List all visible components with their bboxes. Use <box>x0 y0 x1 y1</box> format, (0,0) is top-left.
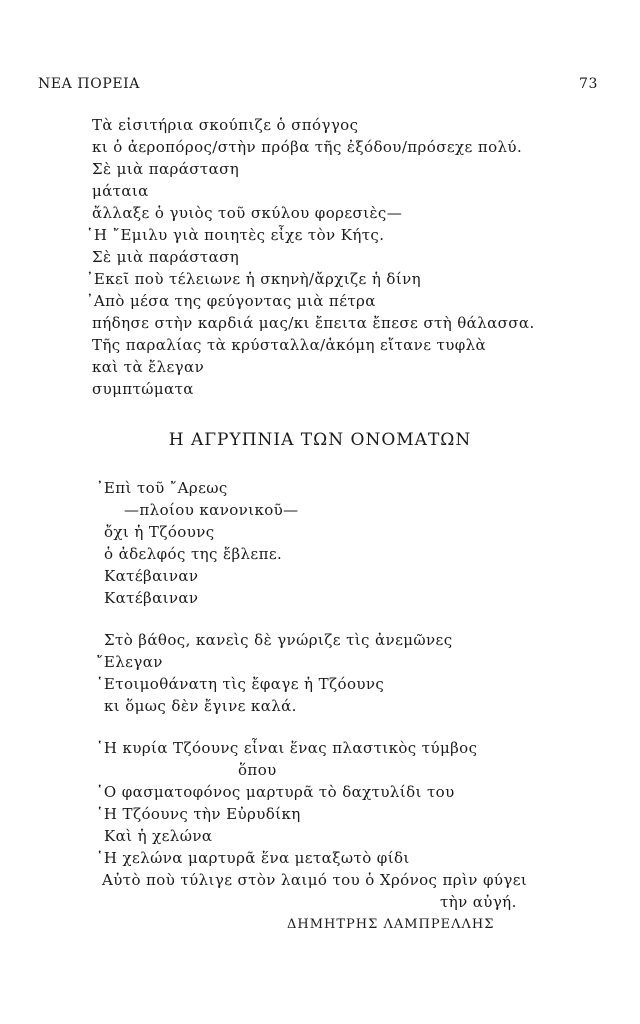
poem-line: ῾Η χελώνα μαρτυρᾶ ἕνα μεταξωτὸ φίδι <box>96 849 410 867</box>
journal-title: ΝΕΑ ΠΟΡΕΙΑ <box>38 76 140 92</box>
poem-line: Κατέβαιναν <box>104 589 199 607</box>
poem-line: ῾Η ῎Εμιλυ γιὰ ποιητὲς εἶχε τὸν Κήτς. <box>86 226 385 244</box>
poem-line: ὄχι ἡ Τζόουνς <box>104 523 215 541</box>
poem-line: κι ὁ ἀεροπόρος/στὴν πρόβα τῆς ἐξόδου/πρόσεχε πολύ. <box>92 138 523 156</box>
poem-line: ᾽Εκεῖ ποὺ τέλειωνε ἡ σκηνὴ/ἄρχιζε ἡ δίνη <box>86 270 422 288</box>
poem-line: Αὐτὸ ποὺ τύλιγε στὸν λαιμό του ὁ Χρόνος πρὶν φύγει <box>102 871 528 889</box>
poem-line: ἄλλαξε ὁ γυιὸς τοῦ σκύλου φορεσιὲς— <box>92 204 403 222</box>
poem-line: καὶ τὰ ἔλεγαν <box>92 358 205 376</box>
poem-line: Καὶ ἡ χελώνα <box>104 827 213 845</box>
poem-line: —πλοίου κανονικοῦ— <box>124 501 299 519</box>
poem-line: Κατέβαιναν <box>104 567 199 585</box>
poem-line: ῾Ο φασματοφόνος μαρτυρᾶ τὸ δαχτυλίδι του <box>96 783 455 801</box>
poem-line: ῎Ελεγαν <box>96 653 163 671</box>
poem-line: Στὸ βάθος, κανεὶς δὲ γνώριζε τὶς ἀνεμῶνες <box>104 631 453 649</box>
poem-line: Σὲ μιὰ παράσταση <box>92 248 240 266</box>
running-header <box>38 76 598 96</box>
poem-line: ὅπου <box>238 761 277 779</box>
poem-line: Τῆς παραλίας τὰ κρύσταλλα/ἀκόμη εἴτανε τυφλὰ <box>92 336 487 354</box>
poem-line: ᾽Επὶ τοῦ ῎Αρεως <box>96 479 228 497</box>
poem-line: Τὰ εἰσιτήρια σκούπιζε ὁ σπόγγος <box>92 116 359 134</box>
poem-line: ᾽Απὸ μέσα της φεύγοντας μιὰ πέτρα <box>86 292 376 310</box>
poem-line: Σὲ μιὰ παράσταση <box>92 160 240 178</box>
poem-line: ῾Η κυρία Τζόουνς εἶναι ἕνας πλαστικὸς τύμβος <box>96 739 478 757</box>
poem-line: ῾Ετοιμοθάνατη τὶς ἔφαγε ἡ Τζόουνς <box>96 675 385 693</box>
poem-line: μάταια <box>92 182 149 200</box>
page-number: 73 <box>578 76 598 92</box>
poem-line: ὁ ἀδελφός της ἔβλεπε. <box>104 545 283 563</box>
author-signature: ΔΗΜΗΤΡΗΣ ΛΑΜΠΡΕΛΛΗΣ <box>287 917 495 932</box>
poem-line: πήδησε στὴν καρδιά μας/κι ἔπειτα ἔπεσε στὴ θάλασσα. <box>92 314 535 332</box>
poem-line: τὴν αὐγή. <box>440 893 517 911</box>
poem-line: ῾Η Τζόουνς τὴν Εὐρυδίκη <box>96 805 301 823</box>
poem-title: Η ΑΓΡΥΠΝΙΑ ΤΩΝ ΟΝΟΜΑΤΩΝ <box>168 430 472 450</box>
poem-line: συμπτώματα <box>92 380 194 398</box>
poem-line: κι ὅμως δὲν ἔγινε καλά. <box>104 697 297 715</box>
